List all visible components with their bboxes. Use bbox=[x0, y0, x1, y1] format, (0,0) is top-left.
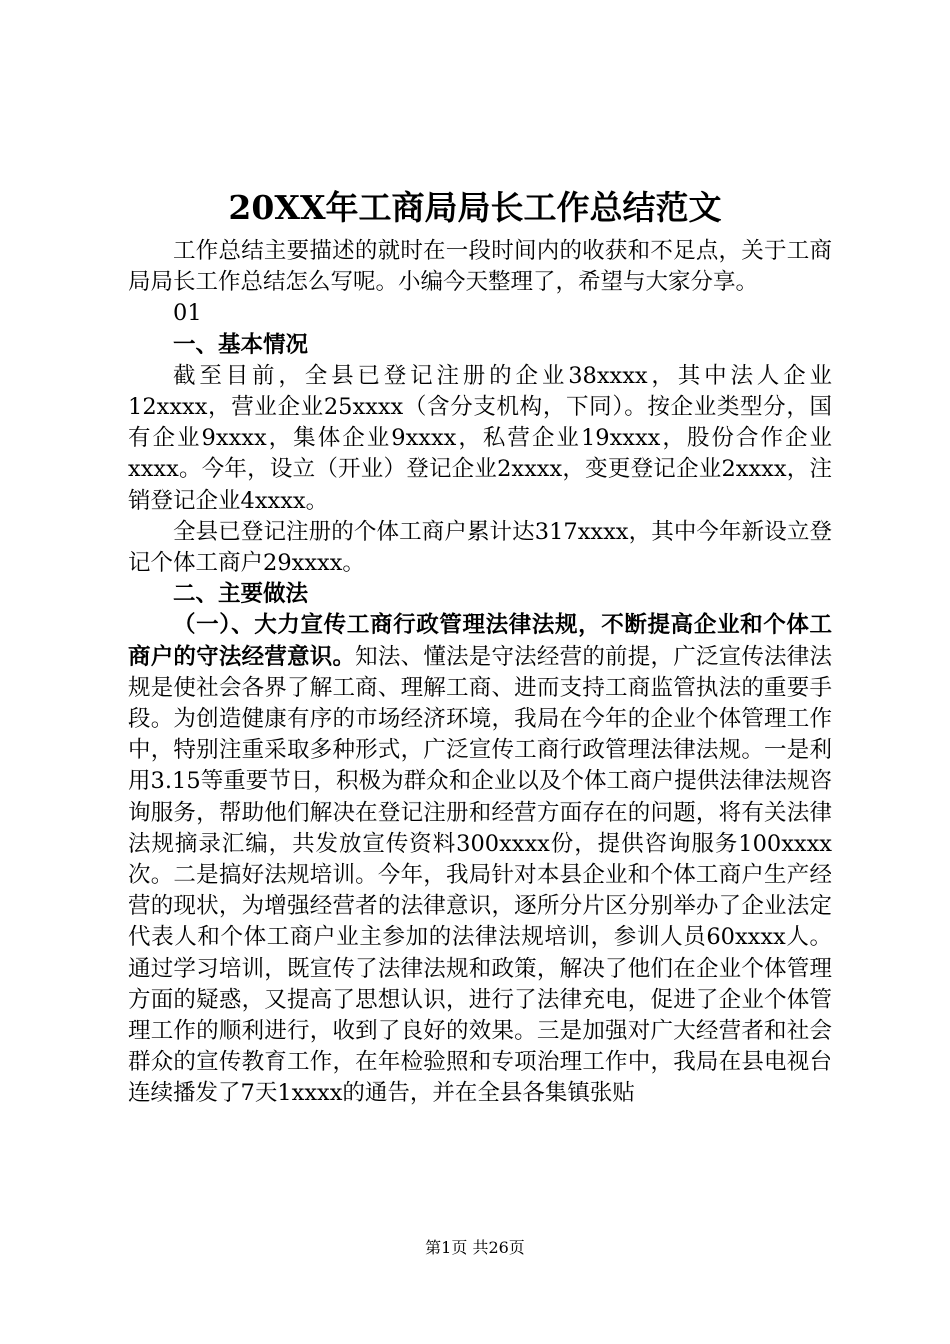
practice-lead-sentence: （一）、大力宣传工商行政管理法律法规，不断提高企业和个体工商户的守法经营意识。 bbox=[128, 612, 832, 670]
intro-paragraph: 工作总结主要描述的就时在一段时间内的收获和不足点，关于工商局局长工作总结怎么写呢。小编今天整理了，希望与大家分享。 bbox=[128, 238, 832, 296]
basic-paragraph-individuals: 全县已登记注册的个体工商户累计达317xxxx，其中今年新设立登记个体工商户29xxxx。 bbox=[128, 518, 832, 577]
practice-paragraph-1 bbox=[128, 610, 832, 1109]
document-body bbox=[128, 236, 832, 1110]
document-title: 20XX年工商局局长工作总结范文 bbox=[228, 188, 722, 227]
page-footer: 第1页 共26页 bbox=[425, 1238, 525, 1257]
section-heading-practices: 二、主要做法 bbox=[173, 581, 309, 608]
section-number: 01 bbox=[173, 300, 202, 327]
practice-body-text: 知法、懂法是守法经营的前提，广泛宣传法律法规是使社会各界了解工商、理解工商、进而支持工商监管执法的重要手段。为创造健康有序的市场经济环境，我局在今年的企业个体管理工作中，特别注重采取多种形式，广泛宣传工商行政管理法律法规。一是利用3.15等重要节日，积极为群众和企业以及个体工商户提供法律法规咨询服务，帮助他们解决在登记注册和经营方面存在的问题，将有关法律法规摘录汇编，共发放宣传资料300xxxx份，提供咨询服务100xxxx次。二是搞好法规培训。今年，我局针对本县企业和个体工商户生产经营的现状，为增强经营者的法律意识，逐所分片区分别举办了企业法定代表人和个体工商户业主参加的法律法规培训，参训人员60xxxx人。通过学习培训，既宣传了法律法规和政策，解决了他们在企业个体管理方面的疑惑，又提高了思想认识，进行了法律充电，促进了企业个体管理工作的顺利进行，收到了良好的效果。三是加强对广大经营者和社会群众的宣传教育工作，在年检验照和专项治理工作中，我局在县电视台连续播发了7天1xxxx的通告，并在全县各集镇张贴 bbox=[128, 643, 832, 1107]
section-heading-basic: 一、基本情况 bbox=[173, 331, 309, 358]
basic-paragraph-enterprises: 截至目前，全县已登记注册的企业38xxxx，其中法人企业12xxxx，营业企业25xxxx（含分支机构，下同）。按企业类型分，国有企业9xxxx，集体企业9xxxx，私营企业19xxxx，股份合作企业xxxx。今年，设立（开业）登记企业2xxxx，变更登记企业2xxxx，注销登记企业4xxxx。 bbox=[128, 362, 832, 514]
